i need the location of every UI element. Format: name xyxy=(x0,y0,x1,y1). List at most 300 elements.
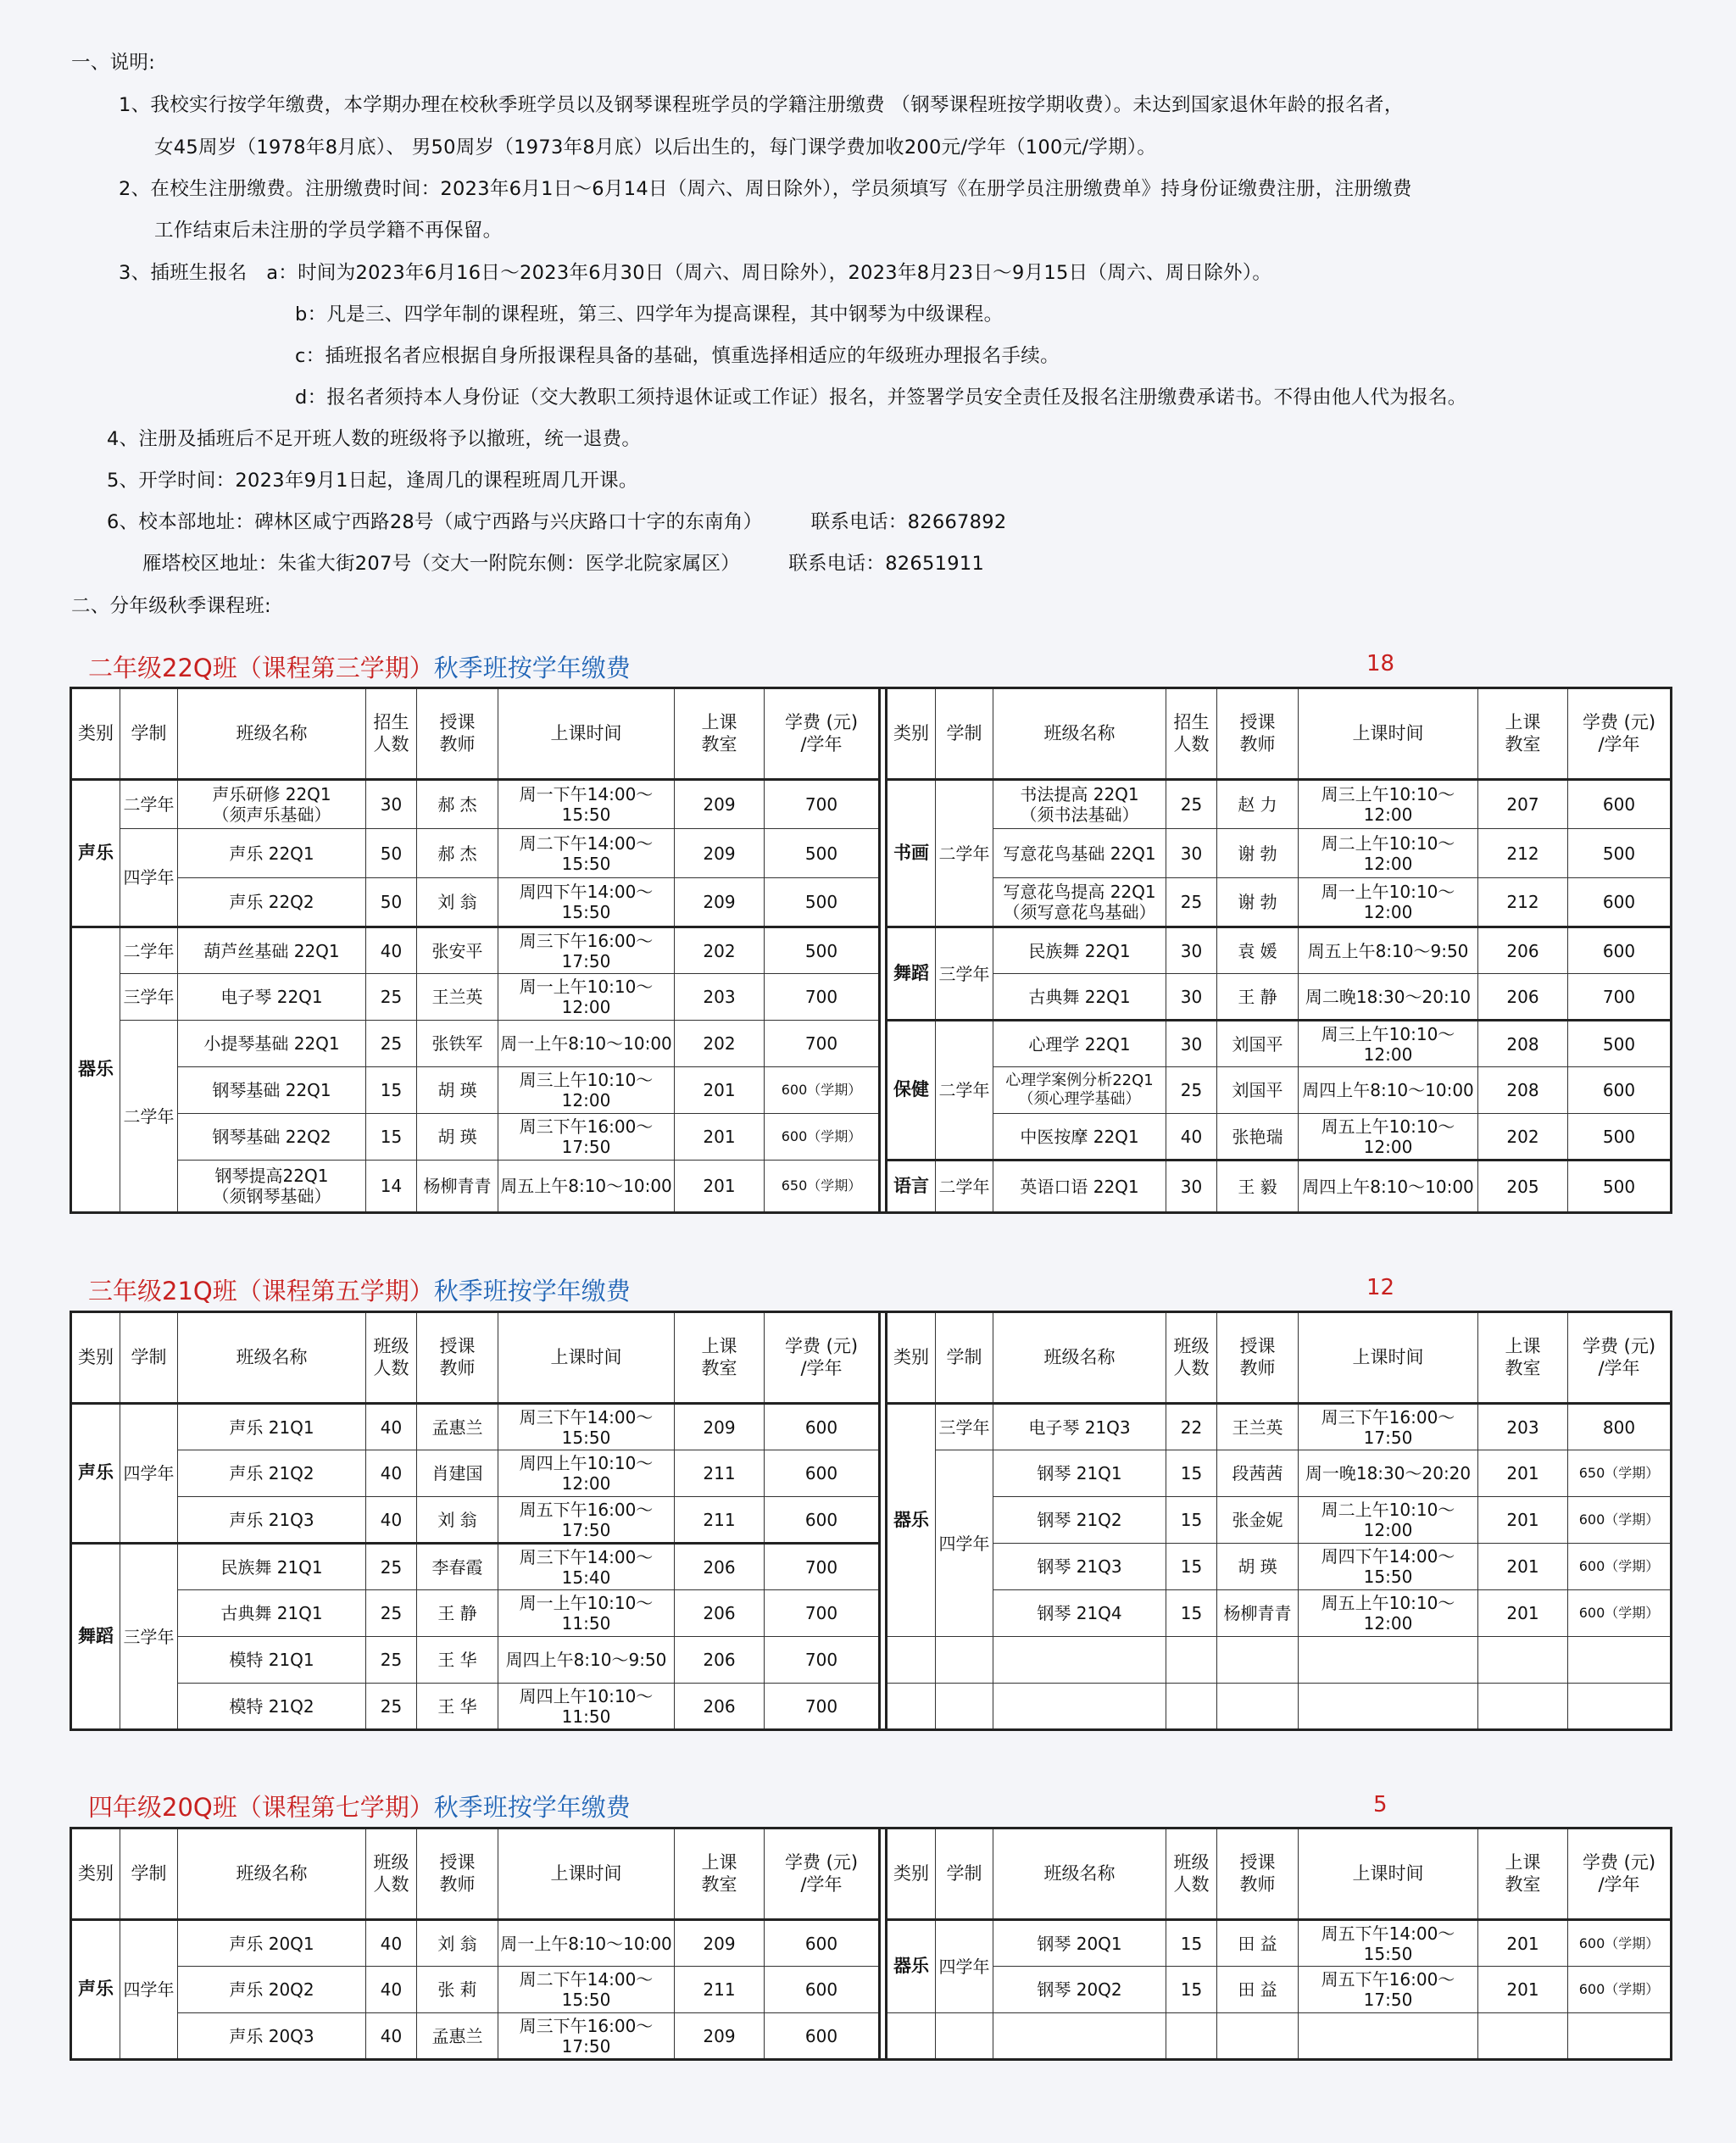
teacher-cell: 张 莉 xyxy=(417,1967,498,2013)
table-row xyxy=(71,1404,1672,1450)
room-cell: 206 xyxy=(675,1544,765,1590)
class-name-cell: 声乐 20Q2 xyxy=(178,1967,366,2013)
time-cell: 周三上午10:10～12:00 xyxy=(1299,780,1478,829)
class-name-cell: 葫芦丝基础 22Q1 xyxy=(178,927,366,974)
class-name-cell: 心理学案例分析22Q1 （须心理学基础） xyxy=(993,1067,1166,1114)
fee-cell: 600 xyxy=(765,1497,880,1544)
class-name-cell: 电子琴 22Q1 xyxy=(178,974,366,1021)
duration-cell: 二学年 xyxy=(936,1161,993,1213)
fee-cell: 600（学期） xyxy=(1568,1544,1672,1590)
notes-heading-2: 二、分年级秋季课程班: xyxy=(71,595,271,617)
enroll-cell: 15 xyxy=(1166,1920,1217,1967)
table-row xyxy=(71,1497,1672,1544)
time-cell: 周五上午8:10～10:00 xyxy=(498,1161,675,1213)
teacher-cell: 田 益 xyxy=(1217,1920,1299,1967)
fee-cell: 700 xyxy=(765,780,880,829)
room-cell: 206 xyxy=(675,1684,765,1730)
time-cell: 周三下午16:00～17:50 xyxy=(1299,1404,1478,1450)
header-time: 上课时间 xyxy=(1299,1312,1478,1404)
teacher-cell: 胡 瑛 xyxy=(417,1114,498,1161)
header-duration: 学制 xyxy=(120,688,178,780)
time-cell: 周五下午16:00～17:50 xyxy=(498,1497,675,1544)
header-category: 类别 xyxy=(887,1829,936,1920)
header-class-name: 班级名称 xyxy=(178,688,366,780)
enroll-cell: 22 xyxy=(1166,1404,1217,1450)
teacher-cell: 肖建国 xyxy=(417,1450,498,1497)
empty-cell xyxy=(993,1684,1166,1730)
fee-cell: 600 xyxy=(765,2013,880,2060)
teacher-cell: 孟惠兰 xyxy=(417,2013,498,2060)
enroll-cell: 15 xyxy=(1166,1497,1217,1544)
teacher-cell: 王兰英 xyxy=(417,974,498,1021)
class-name-cell: 钢琴 21Q3 xyxy=(993,1544,1166,1590)
table-row xyxy=(71,1590,1672,1637)
room-cell: 209 xyxy=(675,1404,765,1450)
fee-cell: 600 xyxy=(765,1920,880,1967)
duration-cell: 四学年 xyxy=(120,1404,178,1544)
note-3-line-b: b：凡是三、四学年制的课程班，第三、四学年为提高课程，其中钢琴为中级课程。 xyxy=(295,303,1004,326)
time-cell: 周二上午10:10～12:00 xyxy=(1299,829,1478,878)
time-cell: 周四上午8:10～10:00 xyxy=(1299,1161,1478,1213)
category-instrument: 器乐 xyxy=(71,927,120,1213)
empty-cell xyxy=(936,2013,993,2060)
teacher-cell: 张安平 xyxy=(417,927,498,974)
time-cell: 周五上午8:10～9:50 xyxy=(1299,927,1478,974)
header-enroll: 招生 人数 xyxy=(1166,688,1217,780)
section-title-grade4 xyxy=(88,1789,631,1823)
duration-cell: 二学年 xyxy=(120,1021,178,1213)
enroll-cell: 15 xyxy=(1166,1590,1217,1637)
table-row xyxy=(71,1114,1672,1161)
teacher-cell: 王 静 xyxy=(1217,974,1299,1021)
section-title-red: 二年级22Q班（课程第三学期） xyxy=(88,654,434,682)
empty-cell xyxy=(993,2013,1166,2060)
fee-cell: 600 xyxy=(765,1967,880,2013)
class-name-cell: 声乐 20Q1 xyxy=(178,1920,366,1967)
note-1-line-2: 女45周岁（1978年8月底）、 男50周岁（1973年8月底）以后出生的，每门课学费加收200元/学年（100元/学期）。 xyxy=(154,136,1157,159)
header-duration: 学制 xyxy=(936,688,993,780)
room-cell: 205 xyxy=(1478,1161,1568,1213)
room-cell: 201 xyxy=(1478,1590,1568,1637)
fee-cell: 700 xyxy=(765,1684,880,1730)
fee-cell: 700 xyxy=(765,1637,880,1684)
teacher-cell: 李春霞 xyxy=(417,1544,498,1590)
duration-cell: 三学年 xyxy=(120,1544,178,1730)
header-duration: 学制 xyxy=(120,1312,178,1404)
empty-cell xyxy=(1217,1637,1299,1684)
section-title-grade3 xyxy=(88,1272,631,1307)
room-cell: 209 xyxy=(675,829,765,878)
header-teacher: 授课 教师 xyxy=(417,1829,498,1920)
time-cell: 周四下午14:00～15:50 xyxy=(1299,1544,1478,1590)
time-cell: 周一上午10:10～12:00 xyxy=(498,974,675,1021)
fee-cell: 500 xyxy=(765,927,880,974)
header-category: 类别 xyxy=(71,688,120,780)
teacher-cell: 张铁军 xyxy=(417,1021,498,1067)
enroll-cell: 25 xyxy=(366,1590,417,1637)
fee-cell: 600（学期） xyxy=(765,1114,880,1161)
header-time: 上课时间 xyxy=(1299,1829,1478,1920)
room-cell: 211 xyxy=(675,1967,765,2013)
category-dance: 舞蹈 xyxy=(71,1544,120,1730)
header-room: 上课 教室 xyxy=(675,688,765,780)
enroll-cell: 15 xyxy=(1166,1544,1217,1590)
header-time: 上课时间 xyxy=(498,1829,675,1920)
class-name-cell: 声乐研修 22Q1 （须声乐基础） xyxy=(178,780,366,829)
time-cell: 周四上午10:10～12:00 xyxy=(498,1450,675,1497)
class-name-cell: 书法提高 22Q1 （须书法基础） xyxy=(993,780,1166,829)
header-duration: 学制 xyxy=(936,1829,993,1920)
time-cell: 周五上午10:10～12:00 xyxy=(1299,1590,1478,1637)
class-name-cell: 模特 21Q1 xyxy=(178,1637,366,1684)
enroll-cell: 14 xyxy=(366,1161,417,1213)
header-row xyxy=(71,688,1672,780)
teacher-cell: 张艳瑞 xyxy=(1217,1114,1299,1161)
room-cell: 201 xyxy=(1478,1920,1568,1967)
room-cell: 208 xyxy=(1478,1067,1568,1114)
enroll-cell: 50 xyxy=(366,878,417,927)
teacher-cell: 杨柳青青 xyxy=(417,1161,498,1213)
enroll-cell: 30 xyxy=(1166,1021,1217,1067)
empty-cell xyxy=(993,1637,1166,1684)
room-cell: 209 xyxy=(675,2013,765,2060)
duration-cell: 三学年 xyxy=(120,974,178,1021)
class-name-cell: 声乐 20Q3 xyxy=(178,2013,366,2060)
room-cell: 211 xyxy=(675,1450,765,1497)
enroll-cell: 40 xyxy=(366,1920,417,1967)
teacher-cell: 段茜茜 xyxy=(1217,1450,1299,1497)
teacher-cell: 郝 杰 xyxy=(417,780,498,829)
room-cell: 201 xyxy=(675,1067,765,1114)
room-cell: 206 xyxy=(675,1637,765,1684)
time-cell: 周三下午16:00～17:50 xyxy=(498,927,675,974)
duration-cell: 二学年 xyxy=(120,780,178,829)
empty-cell xyxy=(1568,1637,1672,1684)
fee-cell: 650（学期） xyxy=(765,1161,880,1213)
fee-cell: 700 xyxy=(765,1544,880,1590)
teacher-cell: 刘 翁 xyxy=(417,878,498,927)
fee-cell: 500 xyxy=(1568,1021,1672,1067)
fee-cell: 500 xyxy=(1568,829,1672,878)
teacher-cell: 赵 力 xyxy=(1217,780,1299,829)
enroll-cell: 15 xyxy=(1166,1450,1217,1497)
time-cell: 周四上午10:10～11:50 xyxy=(498,1684,675,1730)
fee-cell: 600（学期） xyxy=(1568,1497,1672,1544)
class-name-cell: 钢琴基础 22Q2 xyxy=(178,1114,366,1161)
empty-cell xyxy=(1478,2013,1568,2060)
enroll-cell: 25 xyxy=(366,1021,417,1067)
class-name-cell: 古典舞 22Q1 xyxy=(993,974,1166,1021)
empty-cell xyxy=(1568,2013,1672,2060)
time-cell: 周五下午14:00～15:50 xyxy=(1299,1920,1478,1967)
time-cell: 周三下午14:00～15:40 xyxy=(498,1544,675,1590)
fee-cell: 600 xyxy=(1568,927,1672,974)
header-category: 类别 xyxy=(71,1312,120,1404)
fee-cell: 600 xyxy=(1568,780,1672,829)
time-cell: 周二下午14:00～15:50 xyxy=(498,829,675,878)
teacher-cell: 郝 杰 xyxy=(417,829,498,878)
teacher-cell: 王 华 xyxy=(417,1637,498,1684)
header-class-size: 班级 人数 xyxy=(1166,1312,1217,1404)
section-title-blue: 秋季班按学年缴费 xyxy=(433,1277,631,1305)
time-cell: 周三下午16:00～17:50 xyxy=(498,2013,675,2060)
class-name-cell: 钢琴 20Q1 xyxy=(993,1920,1166,1967)
time-cell: 周三上午10:10～12:00 xyxy=(1299,1021,1478,1067)
time-cell: 周二下午14:00～15:50 xyxy=(498,1967,675,2013)
class-name-cell: 模特 21Q2 xyxy=(178,1684,366,1730)
note-3-line-d: d：报名者须持本人身份证（交大教职工须持退休证或工作证）报名，并签署学员安全责任及报名注册缴费承诺书。不得由他人代为报名。 xyxy=(295,387,1467,409)
room-cell: 201 xyxy=(1478,1497,1568,1544)
class-name-cell: 钢琴提高22Q1 （须钢琴基础） xyxy=(178,1161,366,1213)
empty-cell xyxy=(1166,1637,1217,1684)
table-row xyxy=(71,780,1672,829)
time-cell: 周一上午10:10～12:00 xyxy=(1299,878,1478,927)
class-name-cell: 声乐 22Q2 xyxy=(178,878,366,927)
enroll-cell: 30 xyxy=(1166,927,1217,974)
header-class-name: 班级名称 xyxy=(993,1829,1166,1920)
empty-cell xyxy=(887,2013,936,2060)
fee-cell: 600 xyxy=(765,1450,880,1497)
teacher-cell: 谢 勃 xyxy=(1217,829,1299,878)
teacher-cell: 杨柳青青 xyxy=(1217,1590,1299,1637)
table-row xyxy=(71,1161,1672,1213)
room-cell: 209 xyxy=(675,1920,765,1967)
class-name-cell: 中医按摩 22Q1 xyxy=(993,1114,1166,1161)
table-row xyxy=(71,829,1672,878)
room-cell: 212 xyxy=(1478,829,1568,878)
header-row xyxy=(71,1312,1672,1404)
section-title-grade2 xyxy=(88,649,631,684)
section-title-red: 四年级20Q班（课程第七学期） xyxy=(88,1793,434,1822)
class-name-cell: 钢琴 21Q4 xyxy=(993,1590,1166,1637)
teacher-cell: 王 毅 xyxy=(1217,1161,1299,1213)
class-name-cell: 民族舞 21Q1 xyxy=(178,1544,366,1590)
room-cell: 201 xyxy=(675,1114,765,1161)
category-vocal: 声乐 xyxy=(71,780,120,927)
note-1-line-1: 1、我校实行按学年缴费，本学期办理在校秋季班学员以及钢琴课程班学员的学籍注册缴费 （钢琴课程班按学期收费）。未达到国家退休年龄的报名者， xyxy=(119,94,1404,116)
room-cell: 212 xyxy=(1478,878,1568,927)
table-row xyxy=(71,1967,1672,2013)
teacher-cell: 刘国平 xyxy=(1217,1021,1299,1067)
enroll-cell: 25 xyxy=(1166,1067,1217,1114)
duration-cell: 四学年 xyxy=(936,1920,993,2013)
class-name-cell: 声乐 21Q2 xyxy=(178,1450,366,1497)
note-3-line-c: c：插班报名者应根据自身所报课程具备的基础，慎重选择相适应的年级班办理报名手续。 xyxy=(295,345,1060,367)
category-instrument: 器乐 xyxy=(887,1920,936,2013)
category-calligraphy: 书画 xyxy=(887,780,936,927)
header-duration: 学制 xyxy=(936,1312,993,1404)
room-cell: 203 xyxy=(675,974,765,1021)
fee-cell: 600（学期） xyxy=(1568,1590,1672,1637)
category-language: 语言 xyxy=(887,1161,936,1213)
header-teacher: 授课 教师 xyxy=(417,688,498,780)
time-cell: 周四下午14:00～15:50 xyxy=(498,878,675,927)
table-row xyxy=(71,1637,1672,1684)
time-cell: 周一晚18:30～20:20 xyxy=(1299,1450,1478,1497)
fee-cell: 600（学期） xyxy=(1568,1920,1672,1967)
teacher-cell: 袁 媛 xyxy=(1217,927,1299,974)
room-cell: 202 xyxy=(675,1021,765,1067)
fee-cell: 600 xyxy=(1568,878,1672,927)
duration-cell: 三学年 xyxy=(936,927,993,1021)
room-cell: 209 xyxy=(675,878,765,927)
header-category: 类别 xyxy=(887,688,936,780)
header-teacher: 授课 教师 xyxy=(1217,688,1299,780)
header-duration: 学制 xyxy=(120,1829,178,1920)
enroll-cell: 15 xyxy=(1166,1967,1217,2013)
teacher-cell: 王 华 xyxy=(417,1684,498,1730)
teacher-cell: 胡 瑛 xyxy=(1217,1544,1299,1590)
header-enroll: 招生 人数 xyxy=(366,688,417,780)
notes-heading: 一、说明: xyxy=(71,52,156,74)
section-class-count: 12 xyxy=(1366,1275,1395,1300)
room-cell: 202 xyxy=(675,927,765,974)
teacher-cell: 王 静 xyxy=(417,1590,498,1637)
time-cell: 周五上午10:10～12:00 xyxy=(1299,1114,1478,1161)
header-row xyxy=(71,1829,1672,1920)
enroll-cell: 15 xyxy=(366,1067,417,1114)
room-cell: 202 xyxy=(1478,1114,1568,1161)
duration-cell: 二学年 xyxy=(120,927,178,974)
enroll-cell: 30 xyxy=(1166,829,1217,878)
table-row xyxy=(71,1684,1672,1730)
header-teacher: 授课 教师 xyxy=(1217,1829,1299,1920)
table-row xyxy=(71,974,1672,1021)
fee-cell: 600 xyxy=(1568,1067,1672,1114)
header-class-name: 班级名称 xyxy=(993,688,1166,780)
header-room: 上课 教室 xyxy=(1478,1312,1568,1404)
note-6-line-1: 6、校本部地址：碑林区咸宁西路28号（咸宁西路与兴庆路口十字的东南角） 联系电话：82667892 xyxy=(107,511,1007,533)
room-cell: 203 xyxy=(1478,1404,1568,1450)
fee-cell: 800 xyxy=(1568,1404,1672,1450)
fee-cell: 600（学期） xyxy=(1568,1967,1672,2013)
duration-cell: 二学年 xyxy=(936,780,993,927)
fee-cell: 700 xyxy=(765,1590,880,1637)
section-title-red: 三年级21Q班（课程第五学期） xyxy=(88,1277,434,1305)
time-cell: 周一上午8:10～10:00 xyxy=(498,1920,675,1967)
class-name-cell: 民族舞 22Q1 xyxy=(993,927,1166,974)
room-cell: 211 xyxy=(675,1497,765,1544)
enroll-cell: 25 xyxy=(366,1637,417,1684)
teacher-cell: 胡 瑛 xyxy=(417,1067,498,1114)
room-cell: 207 xyxy=(1478,780,1568,829)
header-fee: 学费 (元) /学年 xyxy=(1568,1312,1672,1404)
room-cell: 201 xyxy=(1478,1967,1568,2013)
room-cell: 206 xyxy=(675,1590,765,1637)
header-teacher: 授课 教师 xyxy=(1217,1312,1299,1404)
time-cell: 周五下午16:00～17:50 xyxy=(1299,1967,1478,2013)
empty-cell xyxy=(1166,2013,1217,2060)
room-cell: 208 xyxy=(1478,1021,1568,1067)
empty-cell xyxy=(1568,1684,1672,1730)
class-name-cell: 钢琴 21Q2 xyxy=(993,1497,1166,1544)
category-instrument: 器乐 xyxy=(887,1404,936,1637)
section-class-count: 5 xyxy=(1373,1792,1388,1817)
empty-cell xyxy=(1478,1637,1568,1684)
header-teacher: 授课 教师 xyxy=(417,1312,498,1404)
fee-cell: 600 xyxy=(765,1404,880,1450)
time-cell: 周一上午8:10～10:00 xyxy=(498,1021,675,1067)
enroll-cell: 15 xyxy=(366,1114,417,1161)
header-class-size: 班级 人数 xyxy=(366,1829,417,1920)
enroll-cell: 30 xyxy=(1166,1161,1217,1213)
note-2-line-2: 工作结束后未注册的学员学籍不再保留。 xyxy=(154,220,503,242)
duration-cell: 四学年 xyxy=(120,1920,178,2060)
time-cell: 周二上午10:10～12:00 xyxy=(1299,1497,1478,1544)
header-class-name: 班级名称 xyxy=(993,1312,1166,1404)
duration-cell: 二学年 xyxy=(936,1021,993,1161)
teacher-cell: 刘 翁 xyxy=(417,1497,498,1544)
class-name-cell: 古典舞 21Q1 xyxy=(178,1590,366,1637)
header-class-size: 班级 人数 xyxy=(366,1312,417,1404)
table-row xyxy=(71,1021,1672,1067)
table-row xyxy=(71,1450,1672,1497)
note-6-line-2: 雁塔校区地址：朱雀大街207号（交大一附院东侧：医学北院家属区） 联系电话：82651911 xyxy=(142,553,985,575)
class-name-cell: 电子琴 21Q3 xyxy=(993,1404,1166,1450)
teacher-cell: 田 益 xyxy=(1217,1967,1299,2013)
category-vocal: 声乐 xyxy=(71,1404,120,1544)
duration-cell: 三学年 xyxy=(936,1404,993,1450)
room-cell: 201 xyxy=(1478,1544,1568,1590)
note-3-line-a: 3、插班生报名 a：时间为2023年6月16日～2023年6月30日（周六、周日除外），2023年8月23日～9月15日（周六、周日除外）。 xyxy=(119,262,1272,284)
class-name-cell: 小提琴基础 22Q1 xyxy=(178,1021,366,1067)
note-5: 5、开学时间：2023年9月1日起，逢周几的课程班周几开课。 xyxy=(107,470,638,492)
category-vocal: 声乐 xyxy=(71,1920,120,2060)
header-class-size: 班级 人数 xyxy=(1166,1829,1217,1920)
header-room: 上课 教室 xyxy=(1478,688,1568,780)
enroll-cell: 40 xyxy=(1166,1114,1217,1161)
class-name-cell: 声乐 21Q3 xyxy=(178,1497,366,1544)
time-cell: 周四上午8:10～10:00 xyxy=(1299,1067,1478,1114)
room-cell: 206 xyxy=(1478,927,1568,974)
note-2-line-1: 2、在校生注册缴费。注册缴费时间：2023年6月1日～6月14日（周六、周日除外），学员须填写《在册学员注册缴费单》持身份证缴费注册，注册缴费 xyxy=(119,178,1412,200)
empty-cell xyxy=(1299,2013,1478,2060)
enroll-cell: 25 xyxy=(366,1544,417,1590)
header-class-name: 班级名称 xyxy=(178,1312,366,1404)
teacher-cell: 王兰英 xyxy=(1217,1404,1299,1450)
teacher-cell: 谢 勃 xyxy=(1217,878,1299,927)
header-fee: 学费 (元) /学年 xyxy=(765,1829,880,1920)
schedule-table-grade2 xyxy=(70,687,1672,1214)
teacher-cell: 刘 翁 xyxy=(417,1920,498,1967)
schedule-table-grade3 xyxy=(70,1311,1672,1731)
time-cell: 周四上午8:10～9:50 xyxy=(498,1637,675,1684)
duration-cell: 四学年 xyxy=(120,829,178,927)
table-row xyxy=(71,2013,1672,2060)
table-row xyxy=(71,927,1672,974)
enroll-cell: 40 xyxy=(366,1450,417,1497)
class-name-cell: 钢琴 21Q1 xyxy=(993,1450,1166,1497)
section-class-count: 18 xyxy=(1366,651,1395,676)
room-cell: 206 xyxy=(1478,974,1568,1021)
time-cell: 周一上午10:10～11:50 xyxy=(498,1590,675,1637)
class-name-cell: 写意花鸟基础 22Q1 xyxy=(993,829,1166,878)
teacher-cell: 刘国平 xyxy=(1217,1067,1299,1114)
table-divider xyxy=(880,1312,887,1730)
table-divider xyxy=(880,688,887,1213)
fee-cell: 650（学期） xyxy=(1568,1450,1672,1497)
fee-cell: 700 xyxy=(765,1021,880,1067)
fee-cell: 600（学期） xyxy=(765,1067,880,1114)
header-time: 上课时间 xyxy=(498,688,675,780)
enroll-cell: 40 xyxy=(366,927,417,974)
enroll-cell: 25 xyxy=(1166,780,1217,829)
class-name-cell: 英语口语 22Q1 xyxy=(993,1161,1166,1213)
class-name-cell: 钢琴 20Q2 xyxy=(993,1967,1166,2013)
class-name-cell: 声乐 22Q1 xyxy=(178,829,366,878)
empty-cell xyxy=(887,1637,936,1684)
category-dance: 舞蹈 xyxy=(887,927,936,1021)
